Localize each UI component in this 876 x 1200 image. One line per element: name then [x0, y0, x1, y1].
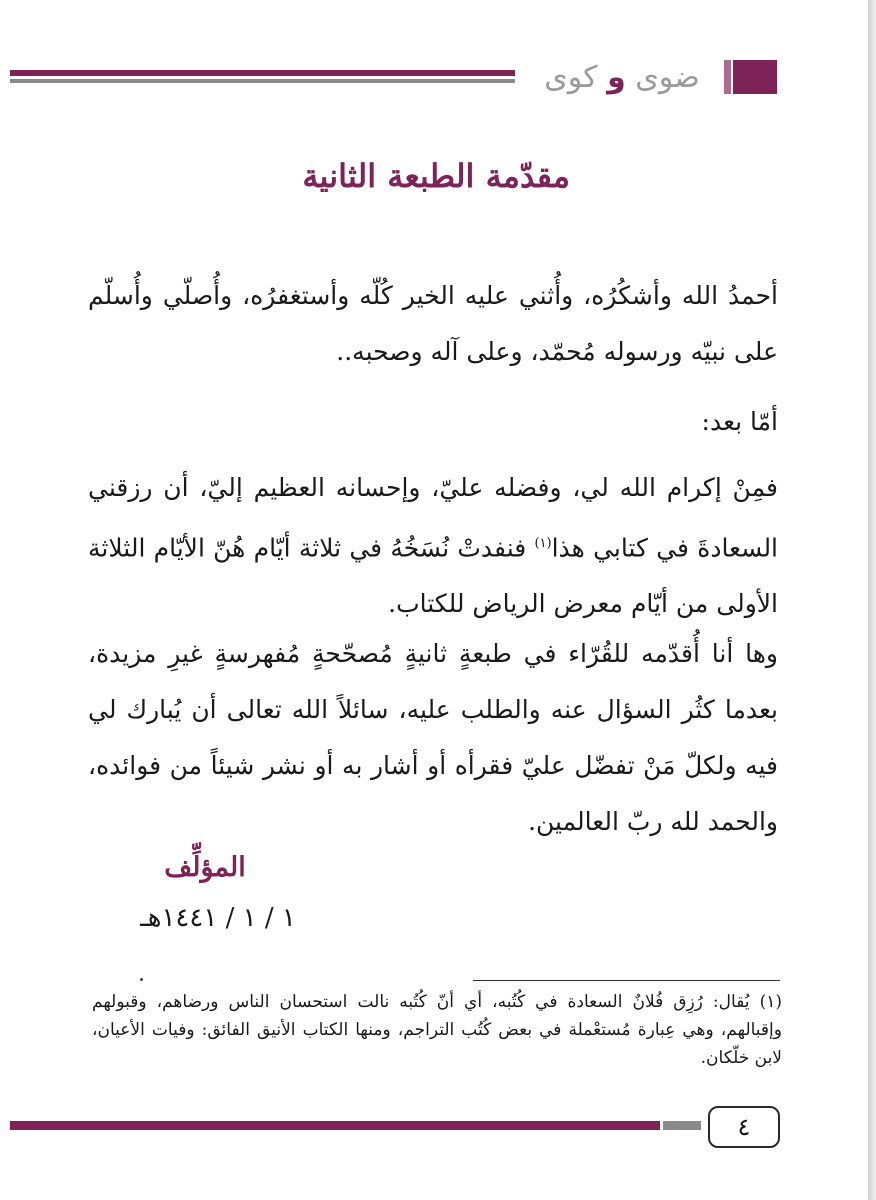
footnote-marker-dot	[140, 978, 143, 981]
footnote-separator	[473, 980, 780, 981]
brand-conjunction: و	[607, 60, 626, 95]
header-accent-stripe	[724, 60, 731, 94]
paragraph-gratitude-part2: فنفدتْ نُسَخُهُ في ثلاثة أيّام هُنّ الأيّام الثلاثة الأولى من أيّام معرض الرياض للكتاب.	[88, 533, 778, 619]
paragraph-second-edition: وها أنا أُقدّمه للقُرّاء في طبعةٍ ثانيةٍ مُصحّحةٍ مُفهرسةٍ غيرِ مزيدة، بعدما كثُر السؤال عنه والطلب عليه، سائلاً الله تعالى أن يُبارك لي فيه ولكلّ مَنْ تفضّل عليّ فقرأه أو أشار به أو نشر شيئاً من فوائده، والحمد لله ربّ العالمين.	[88, 639, 778, 836]
header-rule	[10, 70, 515, 76]
footer-rule	[10, 1121, 660, 1130]
brand-word-1: ضوى	[635, 60, 700, 95]
author-signature: المؤلِّف	[164, 852, 246, 883]
page-number: ٤	[708, 1106, 780, 1148]
page-title: مقدّمة الطبعة الثانية	[302, 157, 570, 195]
header-accent-block	[733, 60, 777, 94]
page-edge-shadow	[868, 0, 876, 1200]
footnote-reference: (١)	[534, 536, 552, 551]
paragraph-amma-bad: أمّا بعد:	[701, 407, 778, 436]
header-rule-grey	[10, 79, 515, 83]
series-logo	[522, 56, 722, 100]
signature-date: ١ / ١ / ١٤٤١هـ	[140, 903, 296, 933]
paragraph-opening: أحمدُ الله وأشكُرُه، وأُثني عليه الخير كُلّه وأستغفرُه، وأُصلّي وأُسلّم على نبيّه ورسوله مُحمّد، وعلى آله وصحبه..	[88, 281, 778, 366]
footnote: (١) يُقال: رُزِق فُلانٌ السعادة في كُتُبه، أي أنّ كُتُبه نالت استحسان الناس ورضاهم، وقبولهم وإقبالهم، وهي عِبارة مُستعْملة في بعض كُتُب التراجم، ومنها الكتاب الأنيق الفائق: وفيات الأعيان، لابن خلّكان.	[92, 992, 782, 1068]
brand-word-2: كوى	[544, 60, 598, 95]
paragraph-gratitude	[88, 460, 818, 632]
paragraph-gratitude-part1: فمِنْ إكرام الله لي، وفضله عليّ، وإحسانه العظيم إليّ، أن رزقني السعادةَ في كتابي هذا	[88, 473, 779, 563]
footer-rule-grey	[663, 1121, 701, 1130]
